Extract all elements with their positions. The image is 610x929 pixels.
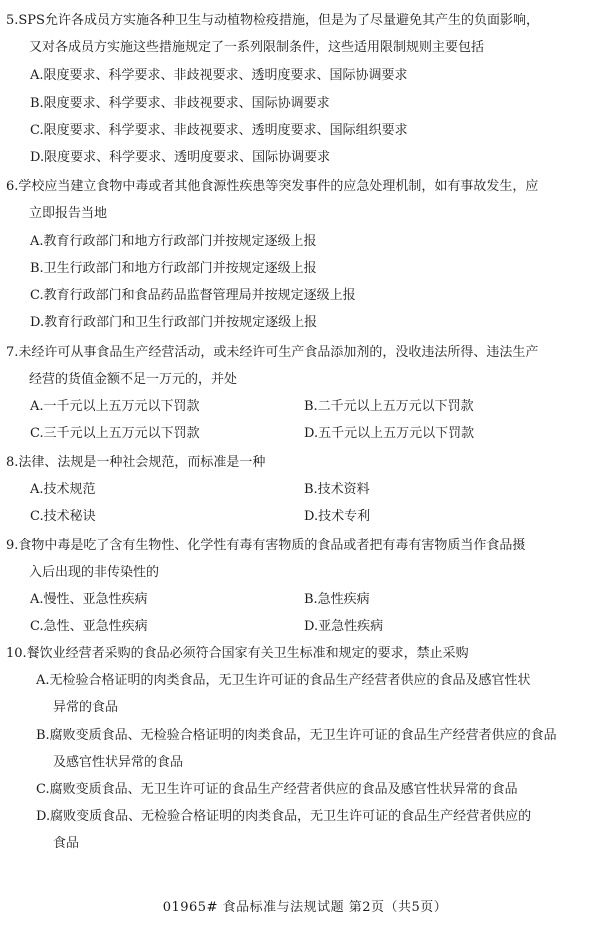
question-7-option-a: A.一千元以上五万元以下罚款 [30, 399, 200, 414]
question-8-option-c: C.技术秘诀 [30, 509, 96, 524]
question-5-stem-line2: 又对各成员方实施这些措施规定了一系列限制条件，这些适用限制规则主要包括 [29, 40, 485, 55]
question-10-option-b [36, 722, 596, 776]
question-10-option-d [36, 803, 596, 857]
question-10-option-b-line2: 及感官性状异常的食品 [53, 755, 184, 770]
question-5-stem [6, 7, 596, 61]
question-6-stem [6, 173, 596, 227]
question-6-option-d: D.教育行政部门和卫生行政部门并按规定逐级上报 [30, 315, 318, 330]
question-5-option-d: D.限度要求、科学要求、透明度要求、国际协调要求 [30, 150, 331, 165]
question-8-option-b: B.技术资料 [304, 482, 370, 497]
question-6-option-a: A.教育行政部门和地方行政部门并按规定逐级上报 [30, 234, 317, 249]
question-9-stem-line1: 9.食物中毒是吃了含有生物性、化学性有毒有害物质的食品或者把有毒有害物质当作食品摄 [6, 538, 526, 553]
question-7-stem-line2: 经营的货值金额不足一万元的，并处 [29, 372, 238, 387]
page-footer: 01965# 食品标准与法规试题 第2页（共5页） [162, 900, 448, 915]
question-9-stem-line2: 入后出现的非传染性的 [29, 565, 160, 580]
question-9-option-a: A.慢性、亚急性疾病 [30, 592, 148, 607]
question-6-stem-line2: 立即报告当地 [29, 206, 108, 221]
question-6-option-b: B.卫生行政部门和地方行政部门并按规定逐级上报 [30, 261, 317, 276]
question-7-stem [6, 339, 596, 393]
question-5-option-a: A.限度要求、科学要求、非歧视要求、透明度要求、国际协调要求 [30, 68, 408, 83]
question-9-option-c: C.急性、亚急性疾病 [30, 619, 148, 634]
question-6-stem-line1: 6.学校应当建立食物中毒或者其他食源性疾患等突发事件的应急处理机制，如有事故发生，应 [6, 179, 539, 194]
question-6-option-c: C.教育行政部门和食品药品监督管理局并按规定逐级上报 [30, 288, 356, 303]
question-10-option-a-line1: A.无检验合格证明的肉类食品，无卫生许可证的食品生产经营者供应的食品及感官性状 [36, 673, 531, 688]
question-10-option-d-line2: 食品 [53, 836, 80, 851]
question-10-option-a-line2: 异常的食品 [53, 700, 119, 715]
question-10-option-a [36, 667, 596, 721]
question-7-option-c: C.三千元以上五万元以下罚款 [30, 426, 200, 441]
question-9-option-b: B.急性疾病 [304, 592, 370, 607]
question-8-stem-line1: 8.法律、法规是一种社会规范，而标准是一种 [6, 455, 266, 470]
question-5-stem-line1: 5.SPS允许各成员方实施各种卫生与动植物检疫措施，但是为了尽量避免其产生的负面影响， [6, 13, 539, 28]
question-9-option-d: D.亚急性疾病 [304, 619, 384, 634]
question-8-option-a: A.技术规范 [30, 482, 96, 497]
question-8-stem [6, 449, 596, 476]
question-7-option-d: D.五千元以上五万元以下罚款 [304, 426, 475, 441]
question-9-stem [6, 532, 596, 586]
question-10-option-b-line1: B.腐败变质食品、无检验合格证明的肉类食品，无卫生许可证的食品生产经营者供应的食品 [36, 728, 557, 743]
question-10-stem [6, 640, 596, 667]
question-10-option-c-line1: C.腐败变质食品、无卫生许可证的食品生产经营者供应的食品及感官性状异常的食品 [36, 782, 518, 797]
question-7-stem-line1: 7.未经许可从事食品生产经营活动，或未经许可生产食品添加剂的，没收违法所得、违法生产 [6, 345, 539, 360]
question-7-option-b: B.二千元以上五万元以下罚款 [304, 399, 474, 414]
question-10-option-d-line1: D.腐败变质食品、无检验合格证明的肉类食品，无卫生许可证的食品生产经营者供应的 [36, 809, 532, 824]
question-5-option-b: B.限度要求、科学要求、非歧视要求、国际协调要求 [30, 96, 330, 111]
question-10-option-c [36, 776, 596, 803]
question-5-option-c: C.限度要求、科学要求、非歧视要求、透明度要求、国际组织要求 [30, 123, 408, 138]
question-8-option-d: D.技术专利 [304, 509, 371, 524]
question-10-stem-line1: 10.餐饮业经营者采购的食品必须符合国家有关卫生标准和规定的要求，禁止采购 [6, 646, 469, 661]
